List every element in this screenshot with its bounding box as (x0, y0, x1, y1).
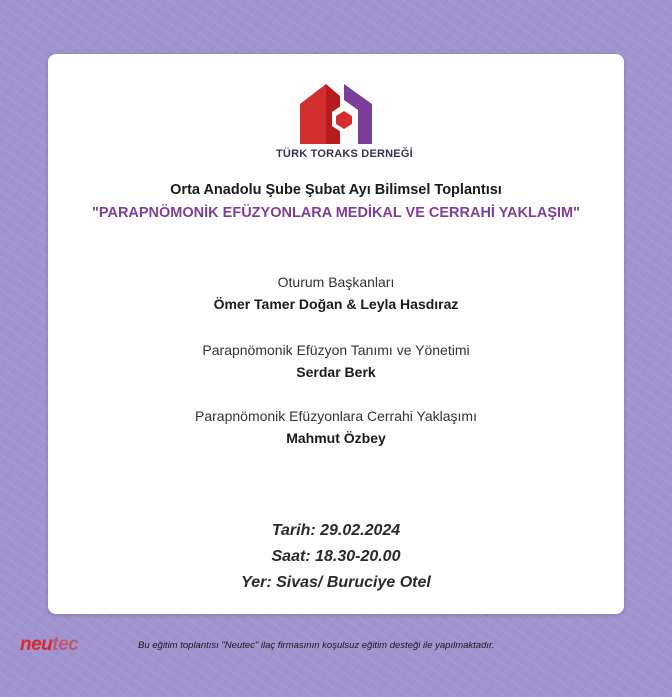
event-place: Yer: Sivas/ Buruciye Otel (241, 574, 431, 591)
sponsor-logo-tec: tec (52, 634, 79, 655)
session-label-chairs: Oturum Başkanları (277, 274, 395, 290)
session-name-chairs: Ömer Tamer Doğan & Leyla Hasdıraz (213, 296, 459, 312)
turk-toraks-logo-icon (298, 82, 374, 144)
sponsor-logo-neu: neu (20, 634, 53, 655)
session-label-talk-1: Parapnömonik Efüzyon Tanımı ve Yönetimi (202, 342, 470, 358)
event-time: Saat: 18.30-20.00 (271, 548, 401, 565)
sponsor-disclaimer: Bu eğitim toplantısı "Neutec" ilaç firmasının koşulsuz eğitim desteği ile yapılmaktadır. (138, 640, 495, 651)
session-name-talk-1: Serdar Berk (296, 364, 376, 380)
logo-text: TÜRK TORAKS DERNEĞİ (276, 148, 413, 160)
invitation-card (48, 54, 624, 614)
session-label-talk-2: Parapnömonik Efüzyonlara Cerrahi Yaklaşımı (195, 408, 477, 424)
event-subtitle: "PARAPNÖMONİK EFÜZYONLARA MEDİKAL VE CERRAHİ YAKLAŞIM" (92, 205, 580, 221)
event-title: Orta Anadolu Şube Şubat Ayı Bilimsel Toplantısı (170, 182, 502, 198)
logo (276, 82, 413, 160)
sponsor-logo (20, 634, 78, 656)
event-date: Tarih: 29.02.2024 (271, 522, 401, 539)
session-name-talk-2: Mahmut Özbey (286, 430, 386, 446)
